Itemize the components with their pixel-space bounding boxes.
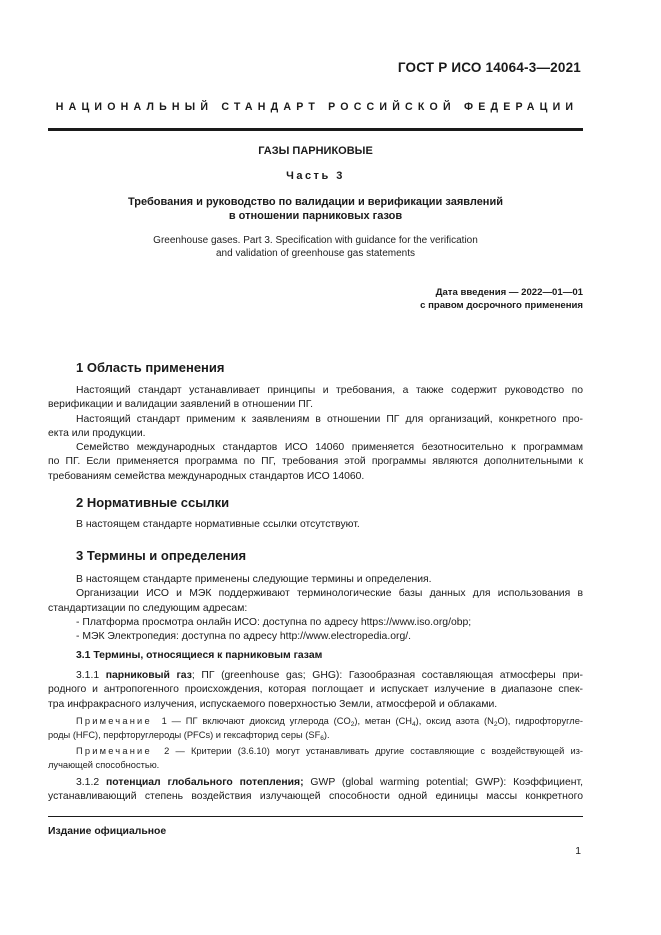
note-1-line2 [48,729,583,743]
note-2-line2: лучающей способностью. [48,759,160,770]
term-3-1-2-line1 [48,776,583,790]
term-3-1-1-number: 3.1.1 [76,670,100,681]
section-1-p2-line1: Настоящий стандарт применим к заявлениям в отношении ПГ для организаций, конкретного про- [76,413,583,425]
note-1-text-b: ), метан (CH [354,716,413,726]
standard-title: ГАЗЫ ПАРНИКОВЫЕ [258,145,373,157]
term-3-1-2-term: потенциал глобального потепления; [106,777,304,788]
n2o-subscript: 2 [493,721,498,728]
subsection-3-1-heading: 3.1 Термины, относящиеся к парниковым газам [76,650,323,661]
section-1-p3-line2: по ПГ. Если применяется программа по ПГ, требования этой программы являются дополнительными к [48,456,583,468]
sf6-subscript: 6 [320,734,324,742]
section-1-p1-line2: верификации и валидации заявлений в отношении ПГ. [48,399,313,411]
footer-rule [48,816,583,817]
section-1-p1-line1: Настоящий стандарт устанавливает принципы и требования, а также содержит руководство по [76,385,583,396]
national-standard-title: НАЦИОНАЛЬНЫЙ СТАНДАРТ РОССИЙСКОЙ ФЕДЕРАЦИИ [55,101,579,113]
term-3-1-1-line2: родного и антропогенного происхождения, которая поглощает и испускает излучение в диапазоне спек- [48,684,583,696]
section-1-p3-line3: требованиям семейства международных стандартов ИСО 14060. [48,470,365,482]
subtitle-line-1: Требования и руководство по валидации и верификации заявлений [128,196,503,208]
note-2-text: — Критерии (3.6.10) могут устанавливать другие составляющие с воздействующей из- [169,746,583,756]
co2-subscript: 2 [350,721,355,728]
ch4-subscript: 4 [412,721,416,728]
standard-subtitle [48,195,583,223]
introduction-date [420,286,583,312]
subtitle-line-2: в отношении парниковых газов [228,210,403,222]
section-3-list-item-2: - МЭК Электропедия: доступна по адресу http://www.electropedia.org/. [76,631,412,643]
note-1-line2-end: ). [323,729,330,740]
section-2-p1: В настоящем стандарте нормативные ссылки отсутствуют. [76,519,360,530]
section-3-p1: В настоящем стандарте применены следующие термины и определения. [76,574,432,585]
term-3-1-1-term: парниковый газ [105,670,192,681]
note-1 [48,715,583,742]
term-3-1-2-definition: GWP (global warming potential; GWP): Коэффициент, [303,777,583,788]
term-3-1-2-number: 3.1.2 [76,777,100,788]
official-edition-label: Издание официальное [48,826,167,837]
section-3-p2-line2: стандартизации по следующим адресам: [48,602,248,614]
part-label: Часть 3 [286,170,345,182]
note-1-text-c: ), оксид азота (N [415,716,494,726]
term-3-1-1-line3: тра инфракрасного излучения, испускаемого поверхностью Земли, атмосферой и облаками. [48,698,498,710]
note-2-line1 [48,745,583,759]
note-2-number: 2 [164,746,170,756]
english-title-line-1: Greenhouse gases. Part 3. Specification with guidance for the verification [153,235,478,246]
section-3-p2-line1: Организации ИСО и МЭК поддерживают терминологические базы данных для использования в [76,588,583,600]
english-title-line-2: and validation of greenhouse gas statements [215,248,416,259]
section-2-heading: 2 Нормативные ссылки [76,495,230,510]
page-number: 1 [575,846,581,857]
note-1-line1 [48,715,583,729]
section-3-heading: 3 Термины и определения [76,548,247,563]
term-3-1-1-line1 [48,669,583,683]
introduction-date-line-2: с правом досрочного применения [420,300,583,311]
introduction-date-line-1: Дата введения — 2022—01—01 [435,287,583,298]
section-1-p2-line2: екта или продукции. [48,427,146,439]
header-rule [48,128,583,131]
note-1-number: 1 [161,716,167,726]
section-1-p3-line1: Семейство международных стандартов ИСО 14060 применяется безотносительно к программам [76,442,583,454]
term-3-1-2 [48,776,583,805]
note-1-text-a: — ПГ включают диоксид углерода (CO [166,716,351,726]
section-3-body [48,573,583,644]
english-title [48,234,583,260]
term-3-1-1 [48,669,583,712]
term-3-1-1-definition: ; ПГ (greenhouse gas; GHG): Газообразная составляющая атмосферы при- [191,670,583,681]
note-2 [48,745,583,772]
section-1-heading: 1 Область применения [76,360,225,375]
section-3-list-item-1: - Платформа просмотра онлайн ИСО: доступна по адресу https://www.iso.org/obp; [76,616,472,628]
note-1-label: Примечание [76,716,152,726]
section-2-body [48,518,583,532]
term-3-1-2-line2: устанавливающий степень воздействия излучающей способности одной единицы массы конкретного [48,791,583,803]
section-1-body [48,384,583,484]
note-1-text-d: O), гидрофторугле- [497,716,583,726]
document-number: ГОСТ Р ИСО 14064-3—2021 [397,60,581,75]
note-1-line2-text: роды (HFC), перфторуглероды (PFCs) и гексафторид серы (SF [48,729,321,740]
note-2-label: Примечание [76,746,152,756]
